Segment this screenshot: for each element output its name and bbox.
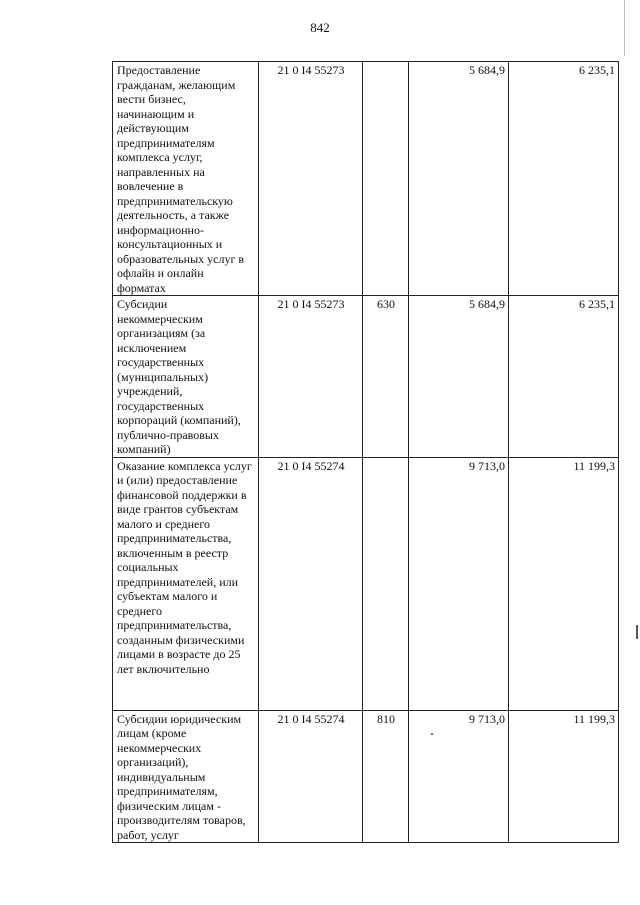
amount-cell-1: 9 713,0 xyxy=(409,710,509,843)
row-name-cell: Субсидии некоммерческим организациям (за исключением государственных (муниципальных) учреждений, государственных корпораций (компаний), публично-правовых компаний) xyxy=(113,296,259,458)
expense-type-cell: 630 xyxy=(363,296,409,458)
budget-table xyxy=(112,61,619,843)
amount-cell-1: 5 684,9 xyxy=(409,296,509,458)
row-name-cell: Субсидии юридическим лицам (кроме некоммерческих организаций), индивидуальным предпринимателям, физическим лицам - производителям товаров, работ, услуг xyxy=(113,710,259,843)
table-row xyxy=(113,457,619,710)
table-row xyxy=(113,710,619,843)
expense-type-cell: 810 xyxy=(363,710,409,843)
expense-type-cell xyxy=(363,62,409,296)
page-number: 842 xyxy=(310,20,330,35)
amount-cell-2: 11 199,3 xyxy=(509,457,619,710)
target-article-cell: 21 0 I4 55273 xyxy=(259,62,363,296)
table-row xyxy=(113,62,619,296)
table-row xyxy=(113,296,619,458)
scan-edge-shadow xyxy=(624,0,640,56)
expense-type-cell xyxy=(363,457,409,710)
amount-cell-1: 9 713,0 xyxy=(409,457,509,710)
row-name-cell: Предоставление гражданам, желающим вести бизнес, начинающим и действующим предпринимателям комплекса услуг, направленных на вовлечение в предпринимательскую деятельность, а также информационно-консультационных и образовательных услуг в офлайн и онлайн форматах xyxy=(113,62,259,296)
target-article-cell: 21 0 I4 55273 xyxy=(259,296,363,458)
target-article-cell: 21 0 I4 55274 xyxy=(259,710,363,843)
amount-cell-2: 6 235,1 xyxy=(509,62,619,296)
scan-speck xyxy=(431,733,433,735)
amount-cell-2: 6 235,1 xyxy=(509,296,619,458)
row-name-cell: Оказание комплекса услуг и (или) предоставление финансовой поддержки в виде грантов субъектам малого и среднего предпринимательства, включенным в реестр социальных предпринимателей, или субъектам малого и среднего предпринимательства, созданным физическими лицами в возрасте до 25 лет включительно xyxy=(113,457,259,710)
amount-cell-2: 11 199,3 xyxy=(509,710,619,843)
target-article-cell: 21 0 I4 55274 xyxy=(259,457,363,710)
scan-edge-mark xyxy=(636,625,638,639)
amount-cell-1: 5 684,9 xyxy=(409,62,509,296)
